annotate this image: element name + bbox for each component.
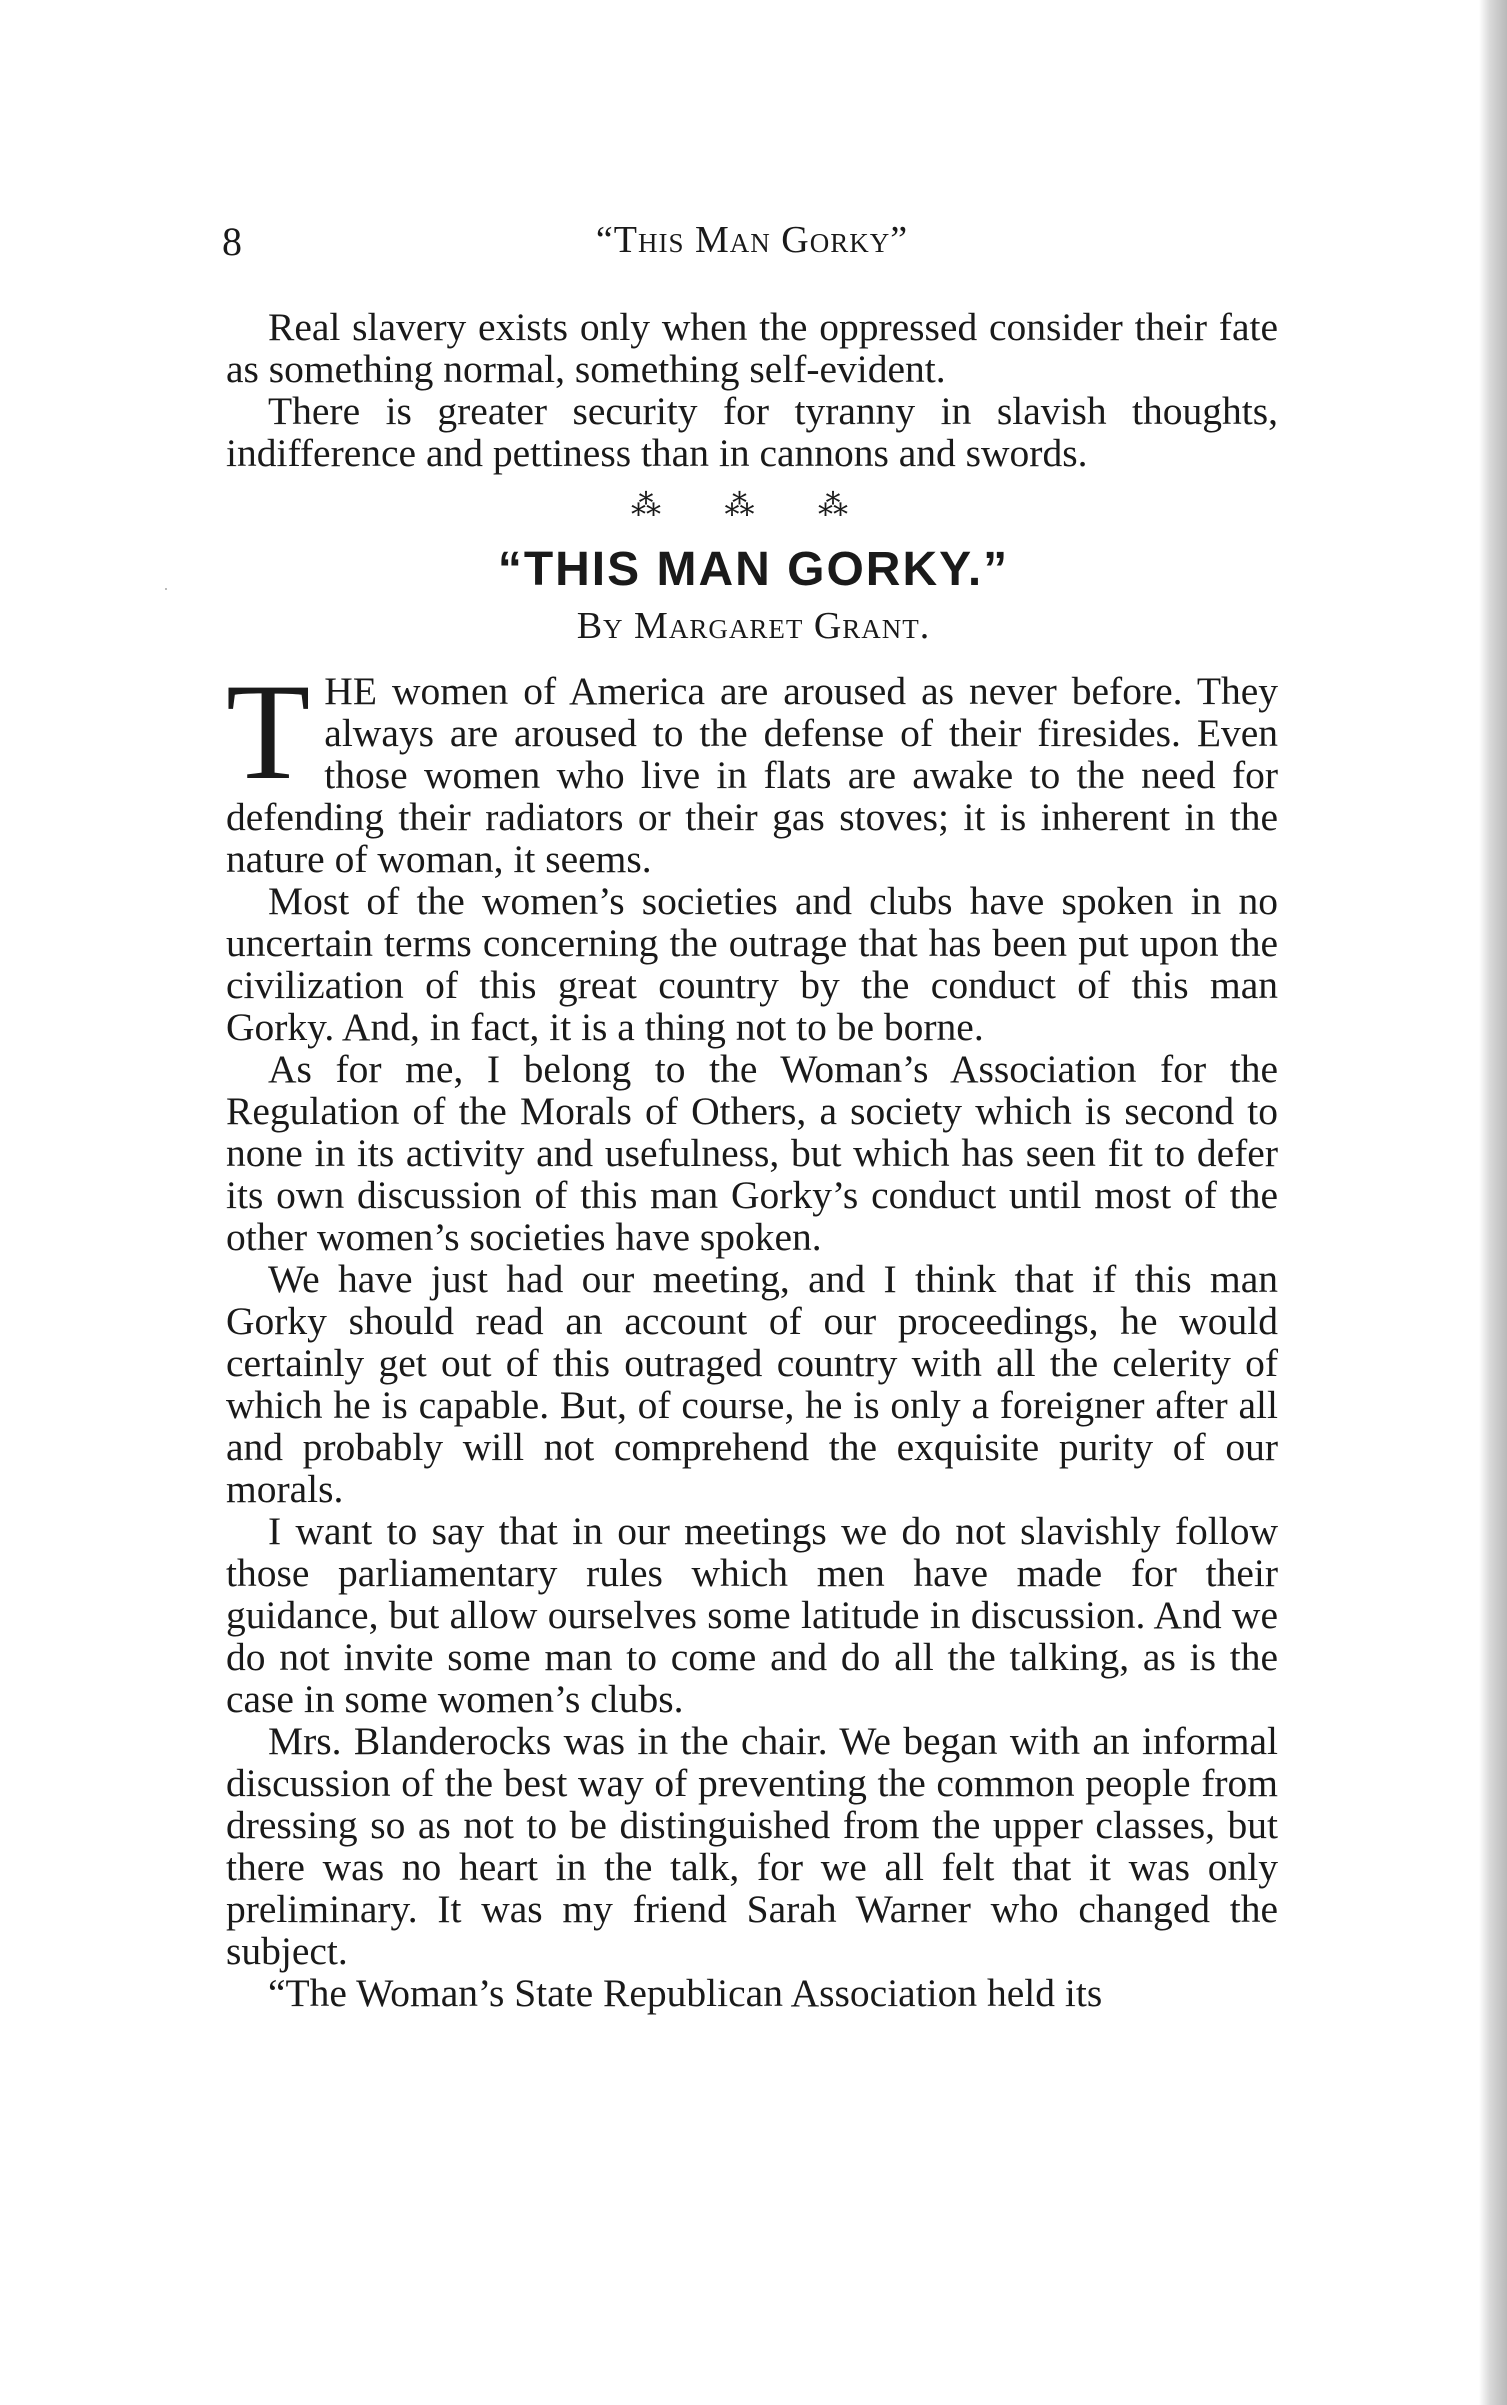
article-paragraph: We have just had our meeting, and I think that if this man Gorky should read an account of our proceedings, he would certainly get out of this outraged country with all the celerity of which he is capable. But, of course, he is only a foreigner after all and probably will not comprehend the exquisite purity of our morals. [226, 1257, 1278, 1511]
epigraph [226, 306, 1278, 474]
page-edge-shadow [1479, 0, 1507, 2405]
epigraph-paragraph: Real slavery exists only when the oppressed consider their fate as something normal, something self-evident. [226, 305, 1278, 391]
section-ornament-icon: ⁂ ⁂ ⁂ [631, 489, 876, 522]
article-paragraph: “The Woman’s State Republican Association held its [268, 1971, 1103, 2015]
article-paragraph: Mrs. Blanderocks was in the chair. We began with an informal discussion of the best way of preventing the common people from dressing so as not to be distinguished from the upper classes, but there was no heart in the talk, for we all felt that it was only preliminary. It was my friend Sarah Warner who changed the subject. [226, 1719, 1278, 1973]
page-number: 8 [222, 219, 242, 264]
article-paragraph-text: HE women of America are aroused as never before. They always are aroused to the defense of their firesides. Even those women who live in flats are awake to the need for defending their radiators or their gas stoves; it is inherent in the nature of woman, it seems. [226, 669, 1278, 881]
article-title: “THIS MAN GORKY.” [497, 543, 1010, 596]
running-head [222, 218, 1282, 268]
article-byline: By Margaret Grant. [576, 605, 931, 647]
article-paragraph: Most of the women’s societies and clubs have spoken in no uncertain terms concerning the outrage that has been put upon the civilization of this great country by the conduct of this man Gorky. And, in fact, it is a thing not to be borne. [226, 879, 1278, 1049]
running-title: “This Man Gorky” [595, 219, 909, 261]
article-paragraph: As for me, I belong to the Woman’s Association for the Regulation of the Morals of Others, a society which is second to none in its activity and usefulness, but which has seen fit to defer its own discussion of this man Gorky’s conduct until most of the other women’s societies have spoken. [226, 1047, 1278, 1259]
article-paragraph: I want to say that in our meetings we do not slavishly follow those parliamentary rules which men have made for their guidance, but allow ourselves some latitude in discussion. And we do not invite some man to come and do all the talking, as is the case in some women’s clubs. [226, 1509, 1278, 1721]
article-body [226, 655, 1278, 2015]
drop-cap: T [226, 655, 311, 808]
article-paragraph [226, 655, 1278, 881]
epigraph-paragraph: There is greater security for tyranny in slavish thoughts, indifference and pettiness than in cannons and swords. [226, 389, 1278, 475]
